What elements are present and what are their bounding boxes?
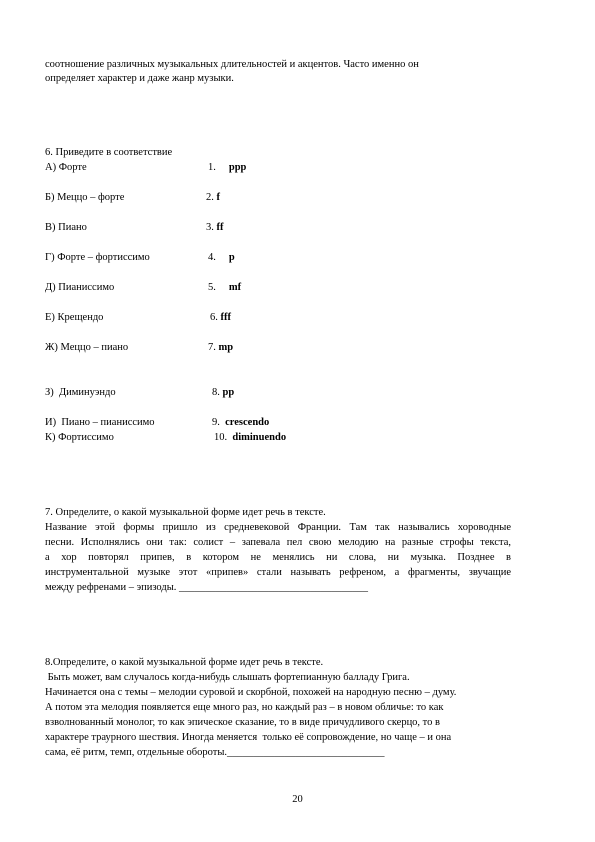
- task6-right-item: [212, 386, 234, 400]
- task6-right-term: p: [228, 252, 235, 263]
- task6-right-num: 10.: [214, 432, 228, 443]
- task6-left-item: И) Пиано – пианиссимо: [45, 417, 155, 428]
- task8-text-line: Быть может, вам случалось когда-нибудь слышать фортепианную балладу Грига.: [45, 672, 410, 683]
- task8-text-line: характере траурного шествия. Иногда меняется только её сопровождение, но чаще – и она: [45, 732, 452, 743]
- task6-right-term: f: [216, 192, 220, 203]
- task6-right-term: ppp: [228, 162, 247, 173]
- task8-text-line: взволнованный монолог, то как эпическое сказание, то в виде причудливого скерцо, то в: [45, 717, 440, 728]
- task7-text-line: Название этой формы пришло из средневековой Франции. Там так назывались хороводные: [45, 522, 511, 533]
- task6-right-num: 7.: [208, 342, 216, 353]
- task7-answer-line: между рефренами – эпизоды. ____________________________________: [45, 582, 368, 593]
- task6-right-term: ff: [216, 222, 224, 233]
- task8-title: 8.Определите, о какой музыкальной форме идет речь в тексте.: [45, 657, 324, 668]
- task6-right-item: [212, 416, 269, 430]
- task6-left-item: Д) Пианиссимо: [45, 282, 115, 293]
- intro-line-2: определяет характер и даже жанр музыки.: [45, 73, 234, 84]
- task6-right-item: [206, 221, 224, 235]
- task6-right-item: [208, 341, 233, 355]
- task6-left-item: Г) Форте – фортиссимо: [45, 252, 150, 263]
- task7-text-line: песни. Исполнялись они так: солист – запевала пел свою мелодию на разные строфы текста,: [45, 537, 511, 548]
- page-number: 20: [292, 794, 303, 805]
- task8-text-line: Начинается она с темы – мелодии суровой и скорбной, похожей на народную песню – думу.: [45, 687, 457, 698]
- task6-right-num: 5.: [208, 282, 216, 293]
- task6-title: 6. Приведите в соответствие: [45, 147, 173, 158]
- task8-answer-line: сама, её ритм, темп, отдельные обороты.______________________________: [45, 747, 385, 758]
- task6-right-term: crescendo: [225, 417, 270, 428]
- task7-text-line: а хор повторял припев, в котором не менялись ни слова, ни музыка. Позднее в: [45, 552, 511, 563]
- task6-left-item: Е) Крещендо: [45, 312, 104, 323]
- task6-left-item: Ж) Меццо – пиано: [45, 342, 129, 353]
- task6-left-item: А) Форте: [45, 162, 87, 173]
- task6-right-num: 9.: [212, 417, 220, 428]
- task6-left-item: К) Фортиссимо: [45, 432, 114, 443]
- task6-right-item: [210, 311, 231, 325]
- task6-right-term: pp: [222, 387, 235, 398]
- task6-right-item: [206, 191, 220, 205]
- task6-right-term: mp: [218, 342, 234, 353]
- task6-right-item: [214, 431, 286, 445]
- task6-left-item: З) Диминуэндо: [45, 387, 116, 398]
- task7-title: 7. Определите, о какой музыкальной форме идет речь в тексте.: [45, 507, 326, 518]
- task6-right-num: 6.: [210, 312, 218, 323]
- task8-text-line: А потом эта мелодия появляется еще много раз, но каждый раз – в новом обличье: то как: [45, 702, 444, 713]
- task6-right-num: 4.: [208, 252, 216, 263]
- task6-right-term: fff: [220, 312, 231, 323]
- intro-line-1: соотношение различных музыкальных длительностей и акцентов. Часто именно он: [45, 59, 419, 70]
- task6-left-item: В) Пиано: [45, 222, 87, 233]
- task6-right-num: 2.: [206, 192, 214, 203]
- task6-right-item: [208, 251, 235, 265]
- task6-right-num: 3.: [206, 222, 214, 233]
- task6-right-num: 1.: [208, 162, 216, 173]
- task6-right-term: diminuendo: [232, 432, 287, 443]
- task6-right-item: [208, 161, 246, 175]
- task6-right-item: [208, 281, 241, 295]
- task6-right-num: 8.: [212, 387, 220, 398]
- task6-right-term: mf: [228, 282, 242, 293]
- task6-left-item: Б) Меццо – форте: [45, 192, 125, 203]
- task7-text-line: инструментальной музыке этот «припев» стали называть рефреном, а фрагменты, звучащие: [45, 567, 511, 578]
